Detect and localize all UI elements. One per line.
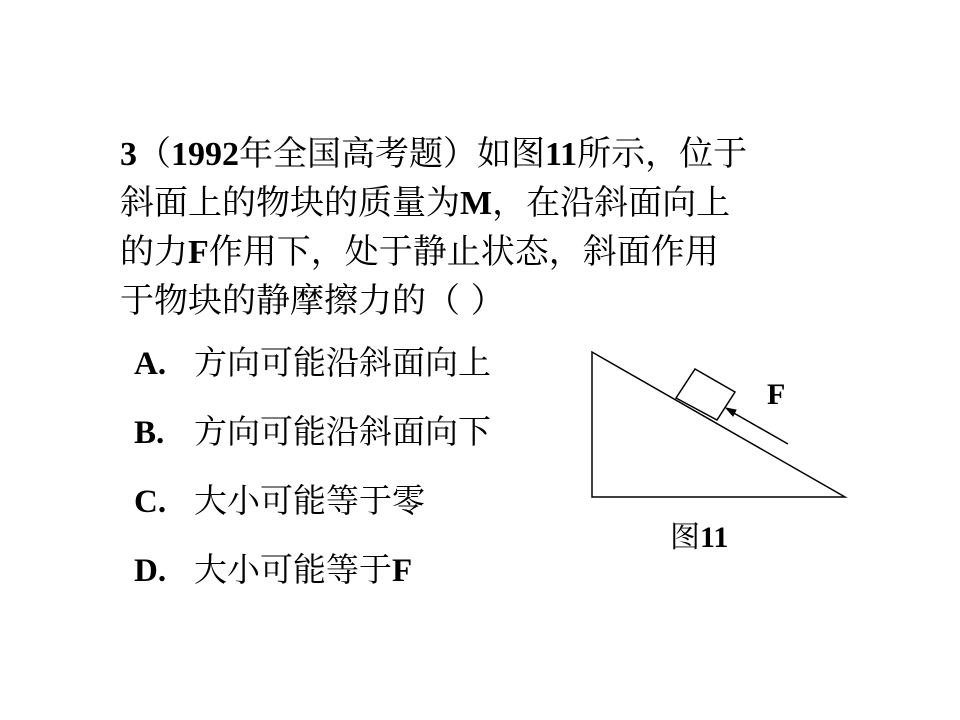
question-text-part: 年全国高考题）如图	[239, 134, 545, 174]
question-text-part: ，在沿斜面向上	[492, 183, 731, 223]
question-line-1	[120, 130, 820, 179]
option-a[interactable]	[134, 338, 491, 407]
question-text-part: （	[137, 134, 171, 174]
force-label: F	[767, 378, 786, 411]
question-figure-ref: 11	[545, 136, 578, 173]
question-text-part: 斜面上的物块的质量为	[120, 183, 460, 223]
question-line-3	[120, 228, 820, 277]
answer-options	[134, 338, 491, 614]
option-letter: D.	[134, 553, 167, 589]
force-arrow-shaft	[732, 412, 788, 444]
option-d[interactable]	[134, 545, 491, 614]
question-text-part: 的力	[120, 232, 188, 272]
question-year: 1992	[171, 136, 239, 173]
option-letter: B.	[134, 415, 165, 451]
figure-caption-number: 11	[700, 521, 729, 554]
question-force-symbol: F	[188, 234, 209, 271]
figure-caption	[670, 512, 728, 556]
question-mass-symbol: M	[460, 185, 493, 222]
force-arrow-head	[726, 408, 736, 416]
question-text-part: 所示，位于	[577, 134, 748, 174]
option-suffix: F	[392, 553, 413, 589]
option-text: 大小可能等于	[194, 550, 392, 589]
option-c[interactable]	[134, 476, 491, 545]
option-text: 大小可能等于零	[194, 481, 425, 520]
block	[676, 369, 735, 420]
incline-triangle	[592, 352, 845, 497]
question-text-part: 作用下，处于静止状态，斜面作用	[208, 232, 719, 272]
question-line-2	[120, 179, 820, 228]
question-text	[120, 130, 820, 325]
option-letter: A.	[134, 346, 167, 382]
question-text-part: 于物块的静摩擦力的（ ）	[120, 281, 505, 321]
figure-caption-prefix: 图	[670, 520, 700, 555]
question-line-4	[120, 277, 820, 325]
question-number: 3	[120, 136, 137, 173]
incline-figure	[580, 340, 860, 560]
option-text: 方向可能沿斜面向上	[194, 343, 491, 382]
option-b[interactable]	[134, 407, 491, 476]
option-letter: C.	[134, 484, 167, 520]
option-text: 方向可能沿斜面向下	[194, 412, 491, 451]
